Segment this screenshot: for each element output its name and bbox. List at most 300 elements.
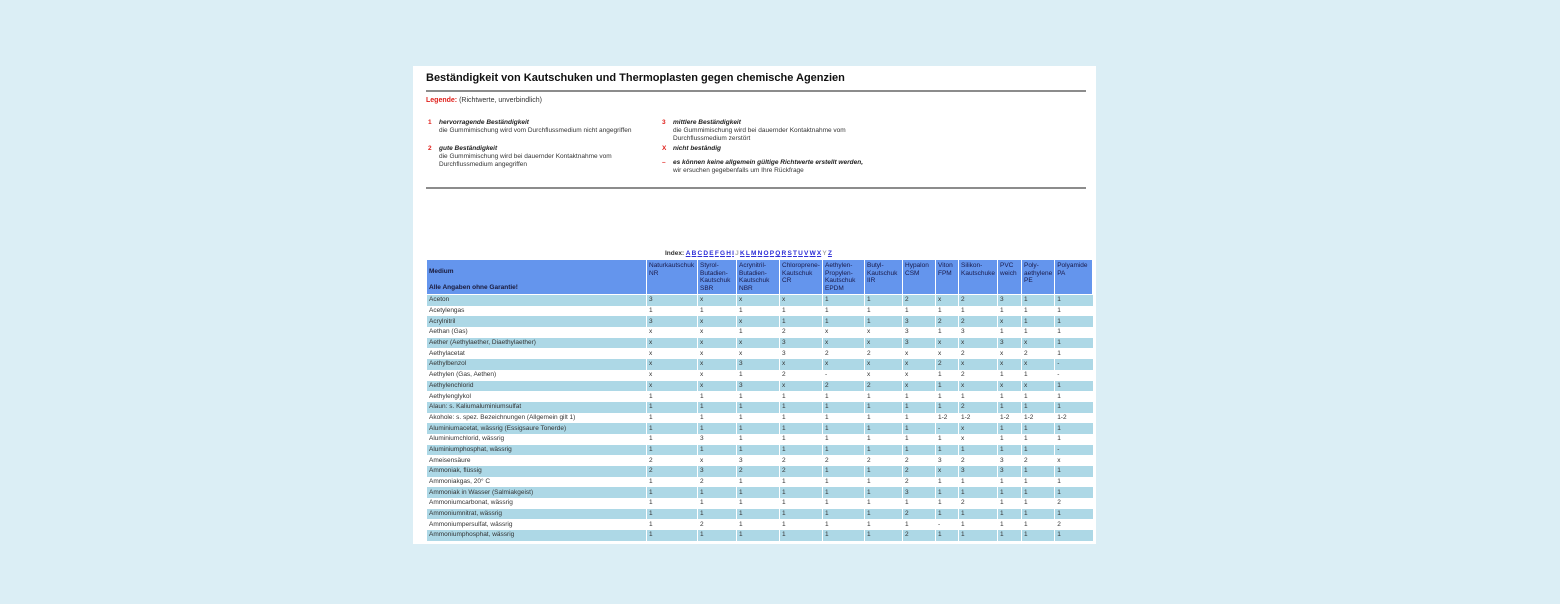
index-letter-f[interactable]: F — [714, 250, 719, 257]
rating-cell: 1 — [959, 306, 998, 317]
rating-cell: x — [698, 327, 737, 338]
column-header: Viton FPM — [936, 260, 959, 295]
rating-cell: 1 — [936, 391, 959, 402]
rating-cell: 1 — [998, 519, 1022, 530]
index-letter-g[interactable]: G — [720, 250, 726, 257]
rating-cell: 1 — [903, 498, 936, 509]
rating-cell: 1 — [903, 434, 936, 445]
rating-cell: 1 — [780, 316, 823, 327]
index-label: Index: — [665, 250, 685, 257]
rating-cell: 3 — [737, 455, 780, 466]
index-letter-m[interactable]: M — [751, 250, 757, 257]
table-row — [427, 370, 1093, 381]
medium-cell: Ammoniak in Wasser (Salmiakgeist) — [427, 487, 647, 498]
rating-cell: 3 — [903, 327, 936, 338]
column-header: Chloroprene-Kautschuk CR — [780, 260, 823, 295]
rating-cell: x — [959, 338, 998, 349]
rating-cell: 2 — [959, 455, 998, 466]
rating-cell: 1 — [1022, 519, 1055, 530]
medium-cell: Ammoniumnitrat, wässrig — [427, 509, 647, 520]
rating-cell: 1 — [1022, 434, 1055, 445]
rating-cell: 1 — [959, 477, 998, 488]
medium-cell: Aluminiumphosphat, wässrig — [427, 445, 647, 456]
rating-cell: 1 — [959, 530, 998, 541]
rating-cell: 1-2 — [998, 413, 1022, 424]
rating-cell: 2 — [936, 316, 959, 327]
rating-cell: 1 — [647, 487, 698, 498]
rating-cell: 1 — [998, 370, 1022, 381]
index-letter-n[interactable]: N — [757, 250, 763, 257]
rating-cell: 1 — [737, 530, 780, 541]
rating-cell: x — [959, 434, 998, 445]
legend-title: es können keine allgemein gültige Richtwerte erstellt werden, — [673, 159, 863, 166]
rating-cell: 1 — [698, 423, 737, 434]
rating-cell: 1 — [1055, 391, 1093, 402]
rating-cell: 2 — [903, 295, 936, 306]
rating-cell: 1 — [865, 402, 903, 413]
index-letter-b[interactable]: B — [691, 250, 697, 257]
rating-cell: 3 — [647, 295, 698, 306]
rating-cell: 1 — [823, 487, 865, 498]
rating-cell: 1 — [780, 519, 823, 530]
rating-cell: 2 — [936, 359, 959, 370]
legend-label: Legende: — [426, 97, 458, 104]
rating-cell: 2 — [959, 295, 998, 306]
rating-cell: 2 — [903, 530, 936, 541]
index-letter-c[interactable]: C — [697, 250, 703, 257]
rating-cell: 3 — [698, 466, 737, 477]
rating-cell: 3 — [698, 434, 737, 445]
rating-cell: 1 — [998, 530, 1022, 541]
rating-cell: x — [998, 348, 1022, 359]
table-row — [427, 466, 1093, 477]
rating-cell: 2 — [903, 509, 936, 520]
medium-cell: Ammoniakgas, 20° C — [427, 477, 647, 488]
rating-cell: x — [936, 466, 959, 477]
legend-title: hervorragende Beständigkeit — [439, 119, 529, 126]
rating-cell: 1 — [936, 498, 959, 509]
index-letter-w[interactable]: W — [809, 250, 816, 257]
rating-cell: 1 — [823, 306, 865, 317]
rating-cell: 1 — [865, 445, 903, 456]
rating-cell: 1 — [1022, 306, 1055, 317]
column-header: Styrol-Butadien-Kautschuk SBR — [698, 260, 737, 295]
table-row — [427, 348, 1093, 359]
rating-cell: 1 — [903, 391, 936, 402]
document-page — [413, 66, 1096, 544]
rating-cell: x — [865, 370, 903, 381]
rating-cell: 1 — [647, 530, 698, 541]
rating-cell: x — [698, 381, 737, 392]
rating-cell: 1 — [1055, 466, 1093, 477]
rating-cell: 1 — [698, 445, 737, 456]
rating-cell: 1-2 — [1022, 413, 1055, 424]
rating-cell: x — [998, 316, 1022, 327]
rating-cell: x — [647, 381, 698, 392]
rating-cell: 1 — [1055, 306, 1093, 317]
rating-cell: 1 — [959, 445, 998, 456]
rating-cell: 3 — [780, 338, 823, 349]
rating-cell: 1 — [1022, 370, 1055, 381]
rating-cell: 1 — [780, 477, 823, 488]
rating-cell: 1 — [823, 413, 865, 424]
rating-cell: x — [903, 381, 936, 392]
rating-cell: 1 — [936, 530, 959, 541]
medium-cell: Akohole: s. spez. Bezeichnungen (Allgemein gilt 1) — [427, 413, 647, 424]
table-row — [427, 359, 1093, 370]
rating-cell: 1 — [737, 413, 780, 424]
rating-cell: x — [698, 316, 737, 327]
rating-cell: 3 — [959, 327, 998, 338]
rating-cell: 1 — [647, 509, 698, 520]
table-row — [427, 295, 1093, 306]
rating-cell: 1 — [823, 509, 865, 520]
rating-cell: 3 — [903, 487, 936, 498]
rating-cell: 2 — [737, 466, 780, 477]
rating-cell: 1 — [698, 391, 737, 402]
rating-cell: 1 — [823, 519, 865, 530]
legend-desc: die Gummimischung wird bei dauernder Kontaktnahme vom Durchflussmedium zerstört — [673, 127, 846, 142]
rating-cell: x — [780, 295, 823, 306]
column-header: Acrynitril-Butadien-Kautschuk NBR — [737, 260, 780, 295]
rating-cell: 2 — [647, 455, 698, 466]
rating-cell: 1 — [780, 445, 823, 456]
rating-cell: x — [865, 359, 903, 370]
rating-cell: x — [903, 359, 936, 370]
rating-cell: 1 — [865, 413, 903, 424]
rating-cell: 1 — [737, 370, 780, 381]
column-header: Aethylen-Propylen-Kautschuk EPDM — [823, 260, 865, 295]
rating-cell: 2 — [959, 348, 998, 359]
column-header: Polyamide PA — [1055, 260, 1093, 295]
rating-cell: x — [780, 381, 823, 392]
legend-symbol: – — [662, 159, 666, 166]
rating-cell: 1 — [823, 477, 865, 488]
legend-symbol: X — [662, 145, 667, 152]
medium-cell: Aluminiumchlorid, wässrig — [427, 434, 647, 445]
rating-cell: 1 — [647, 423, 698, 434]
rating-cell: 1 — [1022, 316, 1055, 327]
medium-cell: Ammoniumphosphat, wässrig — [427, 530, 647, 541]
column-header: Butyl-Kautschuk IIR — [865, 260, 903, 295]
table-row — [427, 402, 1093, 413]
rating-cell: x — [698, 359, 737, 370]
rating-cell: x — [823, 359, 865, 370]
index-letter-p[interactable]: P — [769, 250, 775, 257]
index-letter-x[interactable]: X — [816, 250, 822, 257]
rating-cell: 3 — [998, 466, 1022, 477]
rating-cell: x — [737, 295, 780, 306]
medium-cell: Aethylenchlorid — [427, 381, 647, 392]
legend-title: nicht beständig — [673, 145, 722, 152]
index-letter-y: Y — [822, 250, 827, 257]
rating-cell: 1 — [698, 487, 737, 498]
rating-cell: 1 — [1055, 348, 1093, 359]
index-letter-u[interactable]: U — [798, 250, 803, 257]
rating-cell: 3 — [959, 466, 998, 477]
rating-cell: 3 — [737, 381, 780, 392]
rating-cell: 1 — [936, 381, 959, 392]
medium-cell: Aethylen (Gas, Aethen) — [427, 370, 647, 381]
rating-cell: x — [698, 370, 737, 381]
rating-cell: 2 — [698, 477, 737, 488]
rating-cell: 1 — [998, 423, 1022, 434]
rating-cell: 3 — [647, 316, 698, 327]
rating-cell: 1 — [998, 391, 1022, 402]
rating-cell: 1 — [959, 519, 998, 530]
rating-cell: 1 — [698, 530, 737, 541]
table-row — [427, 434, 1093, 445]
rating-cell: 1 — [1055, 338, 1093, 349]
rating-cell: x — [936, 348, 959, 359]
rating-cell: x — [1022, 381, 1055, 392]
rating-cell: x — [780, 359, 823, 370]
rating-cell: 1 — [903, 413, 936, 424]
index-letter-z[interactable]: Z — [827, 250, 832, 257]
index-letter-t[interactable]: T — [792, 250, 797, 257]
rating-cell: 1 — [737, 509, 780, 520]
index-letter-v[interactable]: V — [804, 250, 809, 257]
rating-cell: 1 — [1022, 466, 1055, 477]
resistance-table — [426, 259, 1093, 541]
rating-cell: x — [698, 455, 737, 466]
rating-cell: 1 — [1055, 316, 1093, 327]
rating-cell: 2 — [959, 370, 998, 381]
rating-cell: 2 — [823, 348, 865, 359]
index-letter-i[interactable]: I — [732, 250, 734, 257]
table-row — [427, 316, 1093, 327]
index-letter-l[interactable]: L — [745, 250, 750, 257]
rating-cell: 1 — [1055, 434, 1093, 445]
rating-cell: 1 — [1022, 477, 1055, 488]
rating-cell: 1 — [865, 530, 903, 541]
rating-cell: 1 — [737, 519, 780, 530]
rating-cell: 1 — [936, 445, 959, 456]
rating-cell: 1 — [903, 423, 936, 434]
medium-cell: Ammoniak, flüssig — [427, 466, 647, 477]
table-row — [427, 338, 1093, 349]
index-letter-k[interactable]: K — [739, 250, 745, 257]
page-title: Beständigkeit von Kautschuken und Thermoplasten gegen chemische Agenzien — [426, 72, 845, 84]
medium-cell: Alaun: s. Kaliumaluminiumsulfat — [427, 402, 647, 413]
rating-cell: 1 — [865, 391, 903, 402]
rating-cell: 2 — [780, 455, 823, 466]
rating-cell: 1 — [936, 327, 959, 338]
rating-cell: 1 — [1055, 509, 1093, 520]
divider — [426, 187, 1086, 189]
index-letter-a[interactable]: A — [685, 250, 691, 257]
rating-cell: 1 — [1055, 402, 1093, 413]
rating-cell: 1 — [1055, 423, 1093, 434]
rating-cell: x — [959, 423, 998, 434]
rating-cell: 1 — [998, 434, 1022, 445]
rating-cell: 1 — [823, 445, 865, 456]
table-header-row — [427, 260, 1093, 295]
rating-cell: 1 — [1022, 530, 1055, 541]
rating-cell: 1 — [1022, 402, 1055, 413]
alphabet-index — [665, 250, 833, 257]
rating-cell: 1 — [780, 413, 823, 424]
rating-cell: x — [823, 327, 865, 338]
rating-cell: 2 — [1022, 348, 1055, 359]
index-letter-s[interactable]: S — [787, 250, 792, 257]
index-letter-d[interactable]: D — [703, 250, 709, 257]
rating-cell: 1 — [865, 306, 903, 317]
rating-cell: x — [1022, 359, 1055, 370]
rating-cell: 3 — [780, 348, 823, 359]
medium-cell: Ammoniumcarbonat, wässrig — [427, 498, 647, 509]
rating-cell: 1 — [823, 295, 865, 306]
rating-cell: 2 — [865, 381, 903, 392]
rating-cell: - — [823, 370, 865, 381]
medium-cell: Aethylacetat — [427, 348, 647, 359]
rating-cell: 1 — [998, 327, 1022, 338]
rating-cell: x — [936, 295, 959, 306]
rating-cell: 2 — [823, 455, 865, 466]
rating-cell: 1 — [998, 487, 1022, 498]
index-letter-e[interactable]: E — [709, 250, 714, 257]
rating-cell: 1 — [823, 391, 865, 402]
rating-cell: 1 — [998, 402, 1022, 413]
rating-cell: x — [698, 348, 737, 359]
rating-cell: 1 — [865, 423, 903, 434]
rating-cell: 1 — [865, 487, 903, 498]
rating-cell: 1 — [865, 477, 903, 488]
table-row — [427, 455, 1093, 466]
index-letter-o[interactable]: O — [763, 250, 769, 257]
rating-cell: 1 — [737, 477, 780, 488]
medium-cell: Aethylbenzol — [427, 359, 647, 370]
rating-cell: 1 — [865, 498, 903, 509]
rating-cell: 2 — [698, 519, 737, 530]
rating-cell: 1 — [903, 445, 936, 456]
rating-cell: 1 — [737, 487, 780, 498]
rating-cell: 1 — [1055, 530, 1093, 541]
rating-cell: 1 — [959, 509, 998, 520]
column-header: Silikon-Kautschuke — [959, 260, 998, 295]
rating-cell: 1 — [903, 306, 936, 317]
rating-cell: 2 — [1055, 519, 1093, 530]
rating-cell: 1 — [936, 487, 959, 498]
rating-cell: x — [647, 338, 698, 349]
rating-cell: 1-2 — [936, 413, 959, 424]
rating-cell: 1 — [998, 306, 1022, 317]
rating-cell: 1 — [936, 509, 959, 520]
rating-cell: - — [936, 519, 959, 530]
rating-cell: 1 — [737, 423, 780, 434]
rating-cell: x — [903, 370, 936, 381]
legend-heading — [426, 97, 542, 104]
column-header: Poly-aethylene PE — [1022, 260, 1055, 295]
table-row — [427, 530, 1093, 541]
column-header: Hypalon CSM — [903, 260, 936, 295]
rating-cell: 2 — [903, 477, 936, 488]
table-row — [427, 306, 1093, 317]
index-letter-r[interactable]: R — [781, 250, 787, 257]
rating-cell: 2 — [780, 370, 823, 381]
rating-cell: 1 — [936, 370, 959, 381]
rating-cell: 1 — [959, 391, 998, 402]
legend-symbol: 1 — [428, 119, 432, 126]
rating-cell: 2 — [1055, 498, 1093, 509]
rating-cell: 1 — [1022, 327, 1055, 338]
table-row — [427, 327, 1093, 338]
rating-cell: x — [1022, 338, 1055, 349]
rating-cell: - — [1055, 445, 1093, 456]
rating-cell: x — [737, 316, 780, 327]
rating-cell: 1 — [998, 509, 1022, 520]
rating-cell: - — [1055, 370, 1093, 381]
rating-cell: - — [936, 423, 959, 434]
table-row — [427, 477, 1093, 488]
rating-cell: 1 — [737, 498, 780, 509]
medium-cell: Acetylengas — [427, 306, 647, 317]
index-letter-q[interactable]: Q — [775, 250, 781, 257]
legend-item-dash — [662, 159, 922, 175]
rating-cell: 1 — [737, 402, 780, 413]
rating-cell: x — [647, 370, 698, 381]
rating-cell: 1 — [647, 498, 698, 509]
rating-cell: 1 — [936, 306, 959, 317]
rating-cell: x — [865, 338, 903, 349]
rating-cell: 1 — [737, 391, 780, 402]
rating-cell: 1 — [823, 530, 865, 541]
rating-cell: 1 — [959, 487, 998, 498]
rating-cell: 2 — [780, 466, 823, 477]
medium-cell: Aceton — [427, 295, 647, 306]
legend-desc: die Gummimischung wird bei dauernder Kontaktnahme vom Durchflussmedium angegriffen — [439, 153, 612, 168]
column-header: PVC weich — [998, 260, 1022, 295]
legend-desc: die Gummimischung wird vom Durchflussmedium nicht angegriffen — [439, 127, 632, 134]
medium-cell: Acrylnitril — [427, 316, 647, 327]
table-row — [427, 423, 1093, 434]
rating-cell: 3 — [903, 316, 936, 327]
legend-item-2 — [428, 145, 628, 169]
rating-cell: x — [647, 348, 698, 359]
divider — [426, 90, 1086, 92]
rating-cell: 2 — [780, 327, 823, 338]
table-row — [427, 509, 1093, 520]
rating-cell: 1 — [737, 327, 780, 338]
rating-cell: 1 — [865, 316, 903, 327]
index-letter-j: J — [735, 250, 739, 257]
rating-cell: 1 — [647, 519, 698, 530]
rating-cell: 1 — [780, 509, 823, 520]
rating-cell: 1-2 — [1055, 413, 1093, 424]
table-row — [427, 487, 1093, 498]
rating-cell: 1 — [698, 402, 737, 413]
rating-cell: 1 — [1055, 381, 1093, 392]
rating-cell: x — [903, 348, 936, 359]
rating-cell: 2 — [865, 455, 903, 466]
rating-cell: 2 — [1022, 455, 1055, 466]
index-letter-h[interactable]: H — [726, 250, 731, 257]
rating-cell: 3 — [998, 338, 1022, 349]
medium-cell: Aethylenglykol — [427, 391, 647, 402]
rating-cell: x — [936, 338, 959, 349]
rating-cell: 3 — [936, 455, 959, 466]
rating-cell: x — [1055, 455, 1093, 466]
rating-cell: 1 — [698, 498, 737, 509]
rating-cell: 1 — [903, 519, 936, 530]
rating-cell: 1 — [1022, 509, 1055, 520]
rating-cell: 1 — [780, 434, 823, 445]
medium-cell: Ammoniumpersulfat, wässrig — [427, 519, 647, 530]
rating-cell: 1 — [1022, 498, 1055, 509]
rating-cell: 1 — [1022, 445, 1055, 456]
medium-cell: Aluminiumacetat, wässrig (Essigsaure Tonerde) — [427, 423, 647, 434]
rating-cell: 1 — [647, 434, 698, 445]
